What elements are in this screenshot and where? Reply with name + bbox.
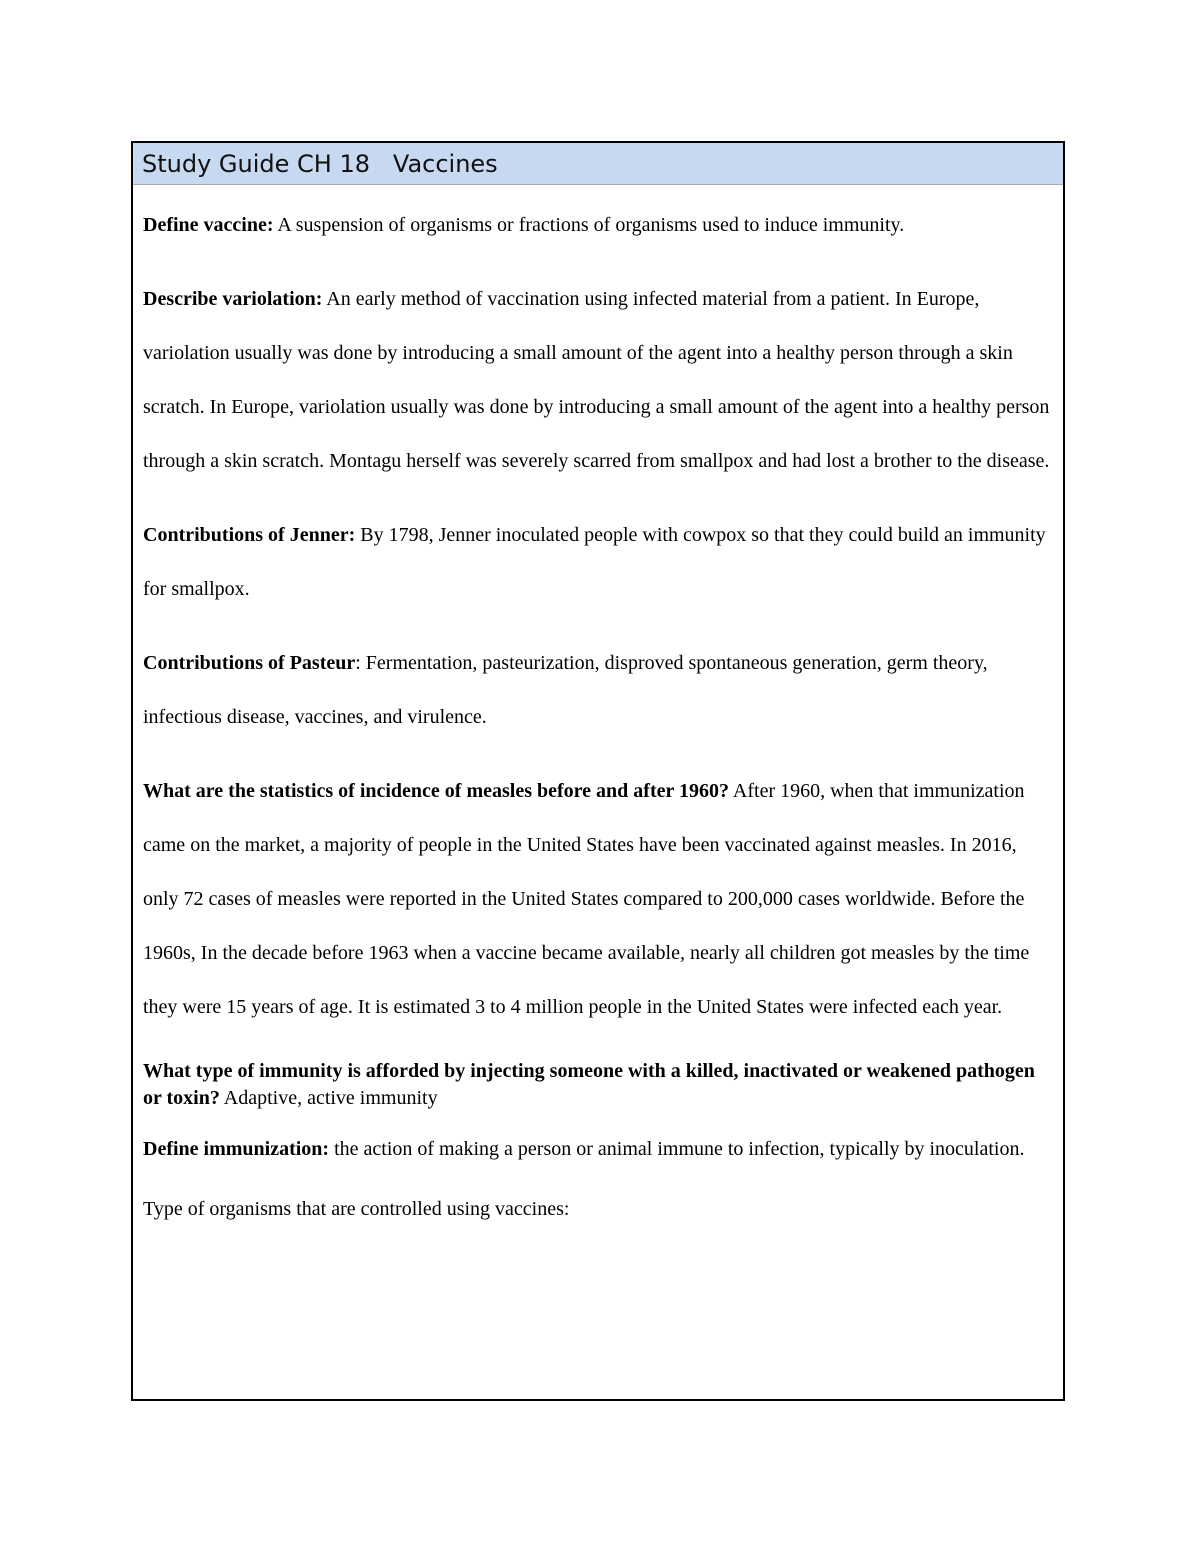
answer-text: : Fermentation, pasteurization, disproved spontaneous generation, germ theory, infectious disease, vaccines, and virulence. (143, 652, 988, 728)
item-jenner (143, 508, 1055, 616)
question-label: Contributions of Pasteur (143, 652, 356, 674)
answer-text: After 1960, when that immunization came on the market, a majority of people in the United States have been vaccinated against measles. In 2016, only 72 cases of measles were reported in the United States compared to 200,000 cases worldwide. Before the 1960s, In the decade before 1963 when a vaccine became available, nearly all children got measles by the time they were 15 years of age. It is estimated 3 to 4 million people in the United States were infected each year. (143, 780, 1030, 1018)
item-pasteur (143, 636, 1055, 744)
question-label: Define immunization: (143, 1138, 330, 1160)
answer-text: the action of making a person or animal immune to infection, typically by inoculation. (329, 1138, 1025, 1160)
study-guide-box (131, 141, 1065, 1401)
study-guide-content (133, 198, 1063, 1223)
item-define-immunization (143, 1122, 1055, 1176)
answer-text: A suspension of organisms or fractions of organisms used to induce immunity. (273, 214, 905, 236)
question-label: Describe variolation: (143, 288, 323, 310)
item-measles-statistics (143, 764, 1055, 1034)
trailing-prompt: Type of organisms that are controlled using vaccines: (143, 1198, 570, 1220)
question-label: What type of immunity is afforded by injecting someone with a killed, inactivated or weakened pathogen or toxin? (143, 1060, 1035, 1109)
question-label: What are the statistics of incidence of measles before and after 1960? (143, 780, 730, 802)
item-define-vaccine (143, 198, 1055, 252)
answer-text: Adaptive, active immunity (219, 1087, 438, 1109)
question-label: Contributions of Jenner: (143, 524, 356, 546)
item-variolation (143, 272, 1055, 488)
item-immunity-type (143, 1058, 1055, 1112)
page-title: Study Guide CH 18 Vaccines (133, 143, 1063, 185)
question-label: Define vaccine: (143, 214, 274, 236)
answer-text: By 1798, Jenner inoculated people with cowpox so that they could build an immunity for smallpox. (143, 524, 1046, 600)
answer-text: An early method of vaccination using infected material from a patient. In Europe, variolation usually was done by introducing a small amount of the agent into a healthy person through a skin scratch. In Europe, variolation usually was done by introducing a small amount of the agent into a healthy person through a skin scratch. Montagu herself was severely scarred from smallpox and had lost a brother to the disease. (143, 288, 1050, 472)
